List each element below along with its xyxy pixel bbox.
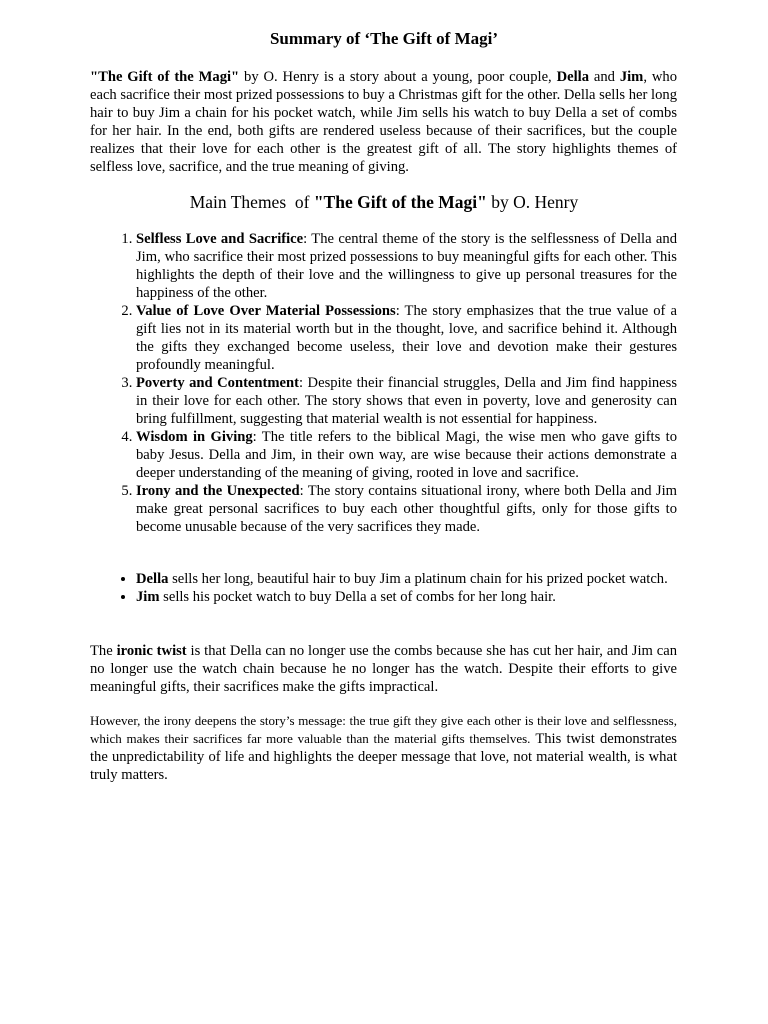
name-jim: Jim [619, 69, 644, 85]
closing-paragraph [90, 712, 677, 784]
themes-heading-story-title: "The Gift of the Magi" [313, 192, 487, 212]
irony-text-a: The [90, 643, 117, 659]
theme-name: Poverty and Contentment [136, 375, 300, 391]
facts-list [90, 570, 677, 606]
irony-text-b: is that Della can no longer use the combs because she has cut her hair, and Jim can no longer use the watch chain because he no longer has the watch. Despite their efforts to give meaningful gifts, their sacrifices make the gifts impractical. [90, 643, 677, 695]
closing-text: This twist demonstrates the unpredictability of life and highlights the deeper message that love, not material wealth, is what truly matters. [90, 731, 677, 783]
theme-text: : The central theme of the story is the selflessness of Della and Jim, who sacrifice their most prized possessions to buy meaningful gifts for each other. This highlights the depth of their love and the willingness to give up personal treasures for the happiness of the other. [136, 231, 677, 301]
fact-name: Jim [136, 589, 160, 605]
theme-name: Wisdom in Giving [136, 429, 253, 445]
theme-text: : The title refers to the biblical Magi, the wise men who gave gifts to baby Jesus. Della and Jim, in their own way, are wise because their actions demonstrate a deeper understanding of the meaning of giving, rooted in love and sacrifice. [136, 429, 677, 481]
irony-bold: ironic twist [116, 643, 187, 659]
theme-item [136, 374, 677, 428]
themes-heading-prefix: Main Themes of [189, 192, 314, 212]
theme-name: Selfless Love and Sacrifice [136, 231, 304, 247]
fact-text: sells his pocket watch to buy Della a set of combs for her long hair. [159, 589, 556, 605]
themes-list [90, 230, 677, 536]
story-title: "The Gift of the Magi" [90, 69, 240, 85]
theme-text: : Despite their financial struggles, Della and Jim find happiness in their love for each other. The story shows that even in poverty, love and generosity can bring fulfillment, suggesting that material wealth is not essential for happiness. [136, 375, 678, 427]
name-della: Della [556, 69, 590, 85]
theme-item [136, 428, 677, 482]
theme-text: : The story emphasizes that the true value of a gift lies not in its material worth but in the thought, love, and sacrifice behind it. Although the gifts they exchanged become useless, their love and devotion make their gestures profoundly meaningful. [136, 303, 677, 373]
theme-item [136, 230, 677, 302]
intro-text-a: by O. Henry is a story about a young, poor couple, [239, 69, 557, 85]
theme-item [136, 482, 677, 536]
intro-paragraph [90, 68, 677, 176]
theme-item [136, 302, 677, 374]
theme-name: Value of Love Over Material Possessions [136, 303, 396, 319]
intro-text-b: , who each sacrifice their most prized possessions to buy a Christmas gift for the other. Della sells her long hair to buy Jim a chain for his pocket watch, while Jim sells his watch to buy Della a set of combs for her hair. In the end, both gifts are rendered useless because of their sacrifices, but the couple realizes that their love for each other is the greatest gift of all. The story highlights themes of selfless love, sacrifice, and the true meaning of giving. [90, 69, 677, 175]
theme-name: Irony and the Unexpected [136, 483, 300, 499]
theme-text: : The story contains situational irony, where both Della and Jim make great personal sacrifices to buy each other thoughtful gifts, only for those gifts to become unusable because of the very sacrifices they made. [136, 483, 677, 535]
themes-heading-suffix: by O. Henry [486, 192, 579, 212]
irony-paragraph [90, 642, 677, 696]
closing-small-text: However, the irony deepens the story’s message: the true gift they give each other is their love and selflessness, which makes their sacrifices far more valuable than the material gifts themselves. [90, 713, 677, 746]
document-title: Summary of ‘The Gift of Magi’ [269, 29, 499, 48]
fact-name: Della [136, 571, 169, 587]
themes-heading [0, 190, 768, 214]
fact-item [136, 570, 677, 588]
fact-item [136, 588, 677, 606]
intro-text-and: and [589, 69, 620, 85]
fact-text: sells her long, beautiful hair to buy Jim a platinum chain for his prized pocket watch. [168, 571, 668, 587]
